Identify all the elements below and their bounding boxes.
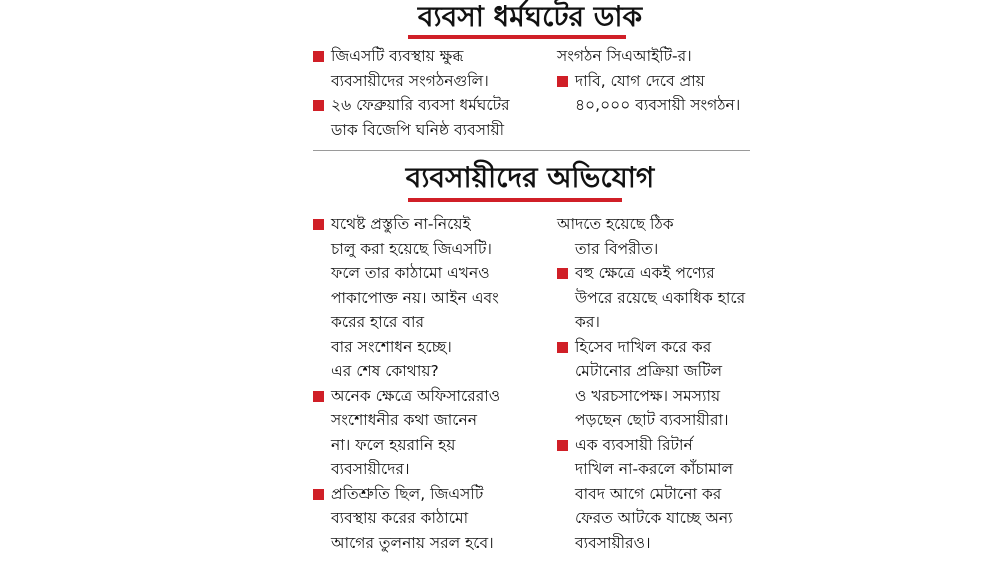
- bullet-square-icon: [557, 440, 568, 451]
- bullet-line: পড়ছেন ছোট ব্যবসায়ীরা।: [575, 411, 729, 429]
- bullet-square-icon: [313, 489, 324, 500]
- bullet-line: ডাক বিজেপি ঘনিষ্ঠ ব্যবসায়ী: [331, 120, 505, 139]
- bullet-line: হিসেব দাখিল করে কর: [557, 335, 757, 360]
- bullet-line: কর।: [575, 313, 600, 331]
- bullet-line: ব্যবসায়ীদের সংগঠনগুলি।: [331, 71, 489, 90]
- bullet-square-icon: [557, 268, 568, 279]
- bullet-line: তার বিপরীত।: [575, 239, 659, 258]
- bullet-line: করের হারে বার: [331, 313, 425, 331]
- title-underline: [408, 35, 626, 39]
- bullet-line: দাখিল না-করলে কাঁচামাল: [575, 460, 733, 478]
- title-underline: [408, 198, 622, 202]
- bullet-line: চালু করা হয়েছে জিএসটি।: [331, 239, 492, 258]
- bullet-line: আগের তুলনায় সরল হবে।: [331, 533, 494, 552]
- bullet-square-icon: [557, 342, 568, 353]
- bullet-line: ৪০,০০০ ব্যবসায়ী সংগঠন।: [575, 96, 741, 114]
- bullet-line: ও খরচসাপেক্ষ। সমস্যায়: [575, 386, 721, 405]
- bullet-square-icon: [313, 219, 324, 230]
- bullet-line: উপরে রয়েছে একাধিক হারে: [575, 288, 746, 307]
- bullet-square-icon: [313, 100, 324, 111]
- bullet-line: দাবি, যোগ দেবে প্রায়: [557, 69, 757, 94]
- strike-left-column: [313, 44, 543, 142]
- bullet-line: বাবদ আগে মেটানো কর: [575, 484, 722, 503]
- section-title-traders-complaints: ব্যবসায়ীদের অভিযোগ: [405, 161, 655, 194]
- bullet-line: ব্যবসায়ীরও।: [575, 533, 651, 552]
- bullet-line: না। ফলে হয়রানি হয়: [331, 435, 456, 454]
- strike-right-column: [557, 44, 757, 118]
- bullet-line: এক ব্যবসায়ী রিটার্ন: [557, 433, 757, 458]
- bullet-line: পাকাপোক্ত নয়। আইন এবং: [331, 288, 499, 307]
- bullet-line: ব্যবসায়ীদের।: [331, 460, 410, 478]
- bullet-square-icon: [313, 51, 324, 62]
- bullet-line: বহু ক্ষেত্রে একই পণ্যের: [557, 261, 757, 286]
- bullet-line: বার সংশোধন হচ্ছে।: [331, 337, 452, 356]
- complaints-right-column: [557, 212, 757, 555]
- bullet-line: অনেক ক্ষেত্রে অফিসারেরাও: [313, 384, 543, 409]
- section-divider: [313, 150, 750, 151]
- bullet-line: ২৬ ফেব্রুয়ারি ব্যবসা ধর্মঘটের: [313, 93, 543, 118]
- section-title-strike-call: ব্যবসা ধর্মঘটের ডাক: [417, 0, 643, 33]
- bullet-line: যথেষ্ট প্রস্তুতি না-নিয়েই: [313, 212, 543, 237]
- bullet-line: ফেরত আটকে যাচ্ছে অন্য: [575, 509, 733, 527]
- bullet-square-icon: [313, 391, 324, 402]
- bullet-line: ফলে তার কাঠামো এখনও: [331, 264, 490, 282]
- bullet-line: এর শেষ কোথায়?: [331, 362, 439, 380]
- bullet-line: মেটানোর প্রক্রিয়া জটিল: [575, 362, 723, 380]
- complaints-left-column: [313, 212, 543, 555]
- bullet-line: সংশোধনীর কথা জানেন: [331, 411, 478, 429]
- bullet-line: জিএসটি ব্যবস্থায় ক্ষুব্ধ: [313, 44, 543, 69]
- bullet-square-icon: [557, 76, 568, 87]
- bullet-line: প্রতিশ্রুতি ছিল, জিএসটি: [313, 482, 543, 507]
- bullet-line: সংগঠন সিএআইটি-র।: [557, 47, 692, 65]
- bullet-line: ব্যবস্থায় করের কাঠামো: [331, 509, 469, 527]
- bullet-line: আদতে হয়েছে ঠিক: [557, 215, 674, 233]
